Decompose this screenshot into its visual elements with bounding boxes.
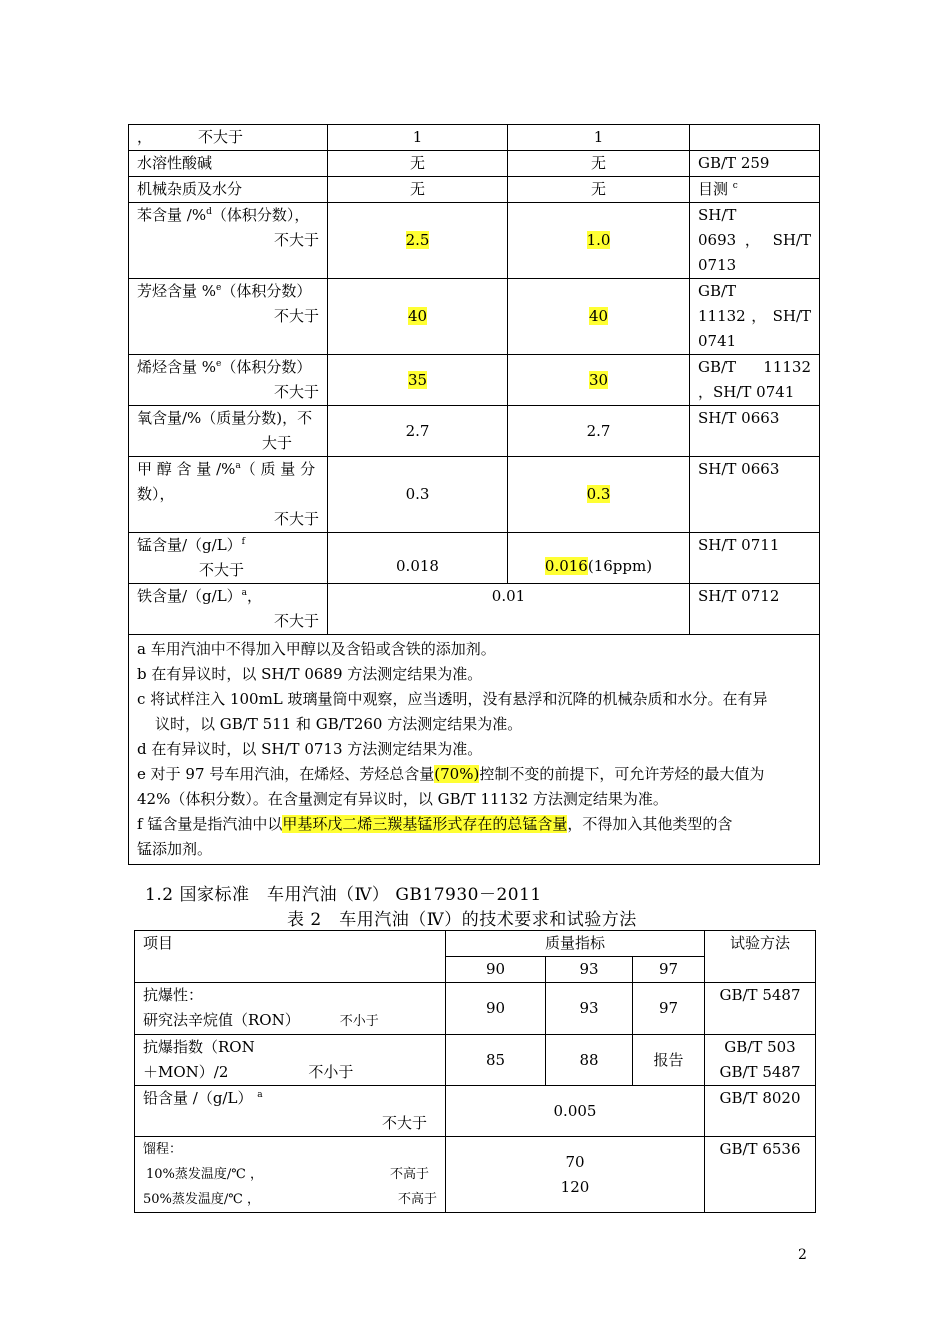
note-e: e 对于 97 号车用汽油，在烯烃、芳烃总含量(70%)控制不变的前提下，可允许芳烃的最大值为 — [137, 765, 765, 783]
note-c: c 将试样注入 100mL 玻璃量筒中观察，应当透明，没有悬浮和沉降的机械杂质和水分。在有异 — [137, 690, 768, 708]
table-row: 铁含量$/(g/L)^a$， 不大于 0.01 SH/T 0712 — [129, 584, 820, 635]
table-row: 抗爆性： 研究法辛烷值（RON） 不小于 90 93 97 GB/T 5487 — [135, 983, 816, 1035]
table-row: 锰含量$/(g/L)^f$ 不大于 0.018 0.016(16ppm) SH/T 0711 — [129, 533, 820, 584]
highlighted-value: 1.0 — [586, 231, 611, 249]
table-row: 抗爆指数（RON ＋MON）/2 不小于 85 88 报告 GB/T 503 GB/T 5487 — [135, 1035, 816, 1086]
note-d: d 在有异议时，以 SH/T 0713 方法测定结果为准。 — [137, 740, 483, 758]
highlighted-value: 2.5 — [405, 231, 430, 249]
table-row: 氧含量/%（质量分数)，不 大于 2.7 2.7 SH/T 0663 — [129, 406, 820, 457]
table-row: 芳烃含量 %$^e$（体积分数） 不大于 40 40 GB/T 11132 ， SH/T 0741 — [129, 279, 820, 355]
highlighted-value: 0.016 — [544, 556, 588, 575]
highlighted-value: 40 — [407, 307, 428, 325]
note-b: b 在有异议时，以 SH/T 0689 方法测定结果为准。 — [137, 665, 483, 683]
spec-table-2 — [134, 930, 816, 1213]
highlighted-value: 0.3 — [586, 485, 611, 503]
table-title: 表 2 车用汽油（Ⅳ）的技术要求和试验方法 — [287, 910, 637, 930]
table-row: 苯含量 /%$^d$（体积分数）， 不大于 2.5 1.0 SH/T 0693 ， SH/T 0713 — [129, 203, 820, 279]
table-row: 水溶性酸碱 无 无 GB/T 259 — [129, 151, 820, 177]
table-header-row: 90 93 97 — [135, 957, 816, 983]
note-f: f 锰含量是指汽油中以甲基环戊二烯三羰基锰形式存在的总锰含量，不得加入其他类型的含 — [137, 815, 733, 833]
table-row: 烯烃含量 %$^e$（体积分数） 不大于 35 30 GB/T 11132 ，SH/T 0741 — [129, 355, 820, 406]
table-row: 馏程： 10%蒸发温度/℃ ， 不高于 50%蒸发温度/℃ ， 不高于 70 120 GB/T 6536 — [135, 1137, 816, 1213]
table-row: 铅含量 /（g/L） $^a$ 不大于 0.005 GB/T 8020 — [135, 1086, 816, 1137]
highlighted-value: 30 — [588, 370, 609, 389]
section-title: 1.2 国家标准 车用汽油（Ⅳ） GB17930－2011 — [145, 885, 542, 905]
table-row: ， 不大于 1 1 — [129, 125, 820, 151]
spec-table-continued — [128, 124, 820, 865]
highlighted-value: 40 — [588, 307, 609, 325]
note-a: a 车用汽油中不得加入甲醇以及含铅或含铁的添加剂。 — [137, 640, 496, 658]
highlighted-value: 35 — [407, 370, 428, 389]
table-notes: a 车用汽油中不得加入甲醇以及含铅或含铁的添加剂。 b 在有异议时，以 SH/T 0689 方法测定结果为准。 c 将试样注入 100mL 玻璃量筒中观察，应当透明，没有悬浮和沉降的机械杂质和水分。在有异 议时，以 GB/T 511 和 GB/T260 方法测定结果为准。 d 在有异议时，以 SH/T 0713 方法测定结果为准。 e 对于 97 号车用汽油，在烯烃、芳烃总含量(70%)控制不变的前提下，可允许芳烃的最大值为 42%（体积分数）。在含量测定有异议时，以 GB/T 11132 方法测定结果为准。 f 锰含量是指汽油中以甲基环戊二烯三羰基锰形式存在的总锰含量，不得加入其他类型的含 锰添加剂。 — [129, 635, 820, 865]
table-row: 甲 醇 含 量 /%$^a$（ 质 量 分 数）， 不大于 0.3 0.3 SH/T 0663 — [129, 457, 820, 533]
table-header-row: 项目 质量指标 试验方法 — [135, 931, 816, 957]
page-number: 2 — [798, 1247, 807, 1263]
table-row: 机械杂质及水分 无 无 目测 $^c$ — [129, 177, 820, 203]
